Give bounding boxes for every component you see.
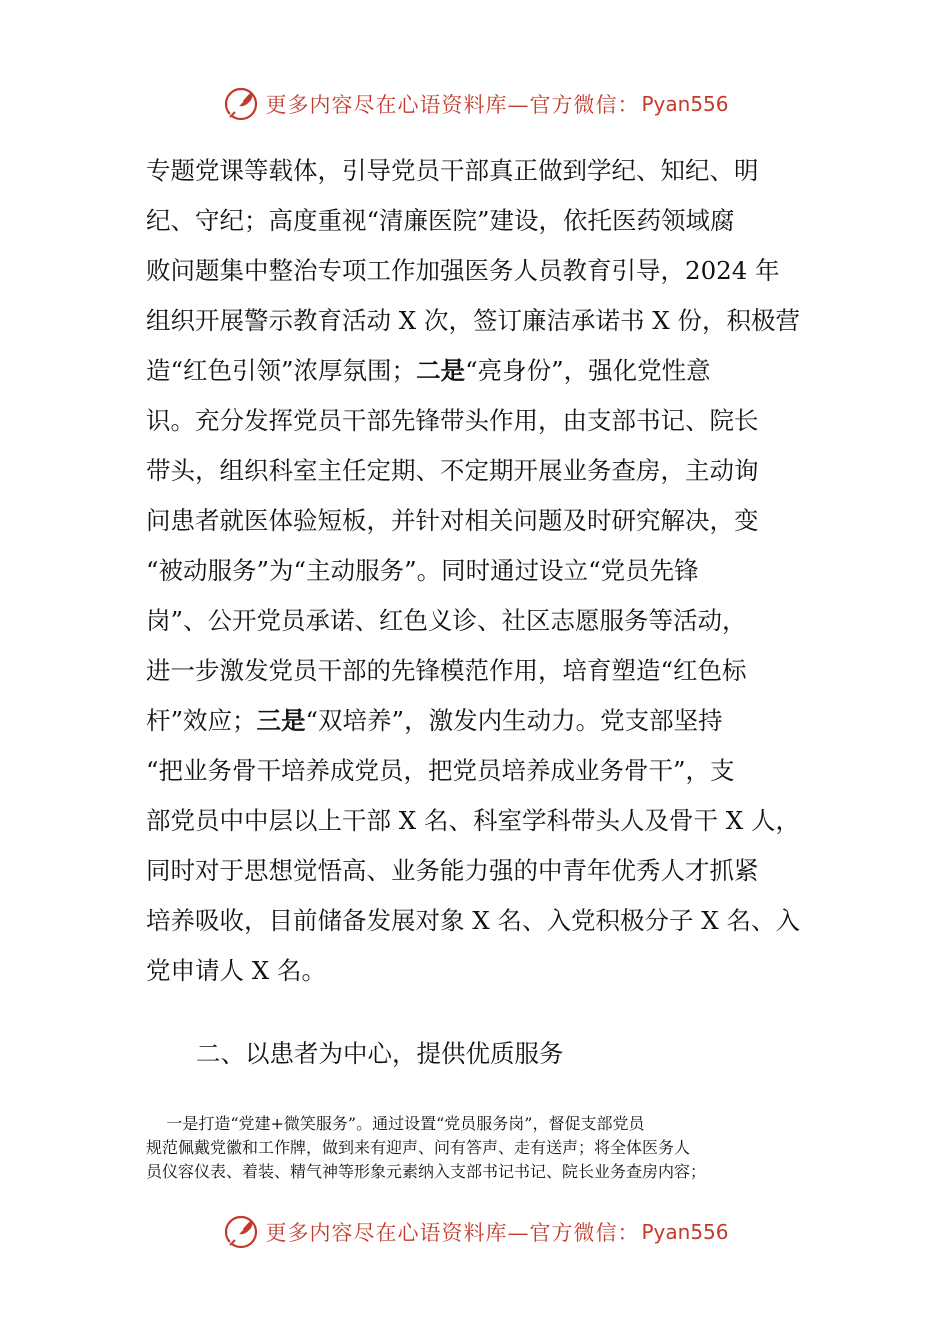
text-line: 组织开展警示教育活动 X 次，签订廉洁承诺书 X 份，积极营 xyxy=(146,306,801,335)
text-line xyxy=(146,696,806,746)
text-line: 规范佩戴党徽和工作牌，做到来有迎声、问有答声、走有送声；将全体医务人 xyxy=(146,1138,691,1157)
watermark-text: 更多内容尽在心语资料库—官方微信： xyxy=(265,1221,640,1245)
watermark-header xyxy=(0,84,950,124)
bold-marker-two: 二是 xyxy=(416,356,466,385)
text-line: 培养吸收，目前储备发展对象 X 名、入党积极分子 X 名、入 xyxy=(146,906,801,935)
text-line: “被动服务”为“主动服务”。同时通过设立“党员先锋 xyxy=(146,556,699,585)
text-line: 岗”、公开党员承诺、红色义诊、社区志愿服务等活动， xyxy=(146,606,747,635)
main-paragraph xyxy=(146,146,806,996)
text-line: “把业务骨干培养成党员，把党员培养成业务骨干”，支 xyxy=(146,756,735,785)
text-line: 纪、守纪；高度重视“清廉医院”建设，依托医药领域腐 xyxy=(146,206,735,235)
text-line: 败问题集中整治专项工作加强医务人员教育引导，2024 年 xyxy=(146,256,780,285)
text-line xyxy=(146,346,806,396)
text-line: 党申请人 X 名。 xyxy=(146,956,327,985)
watermark-text: 更多内容尽在心语资料库—官方微信： xyxy=(265,93,640,117)
watermark-wechat-id: Pyan556 xyxy=(641,92,729,116)
bold-marker-three: 三是 xyxy=(256,706,306,735)
feather-pen-logo-icon xyxy=(221,1212,261,1252)
text-line: 专题党课等载体，引导党员干部真正做到学纪、知纪、明 xyxy=(146,156,759,185)
text-line: 部党员中中层以上干部 X 名、科室学科带头人及骨干 X 人， xyxy=(146,806,801,835)
text-run: 杆”效应； xyxy=(146,706,257,735)
text-line: 识。充分发挥党员干部先锋带头作用，由支部书记、院长 xyxy=(146,406,759,435)
watermark-wechat-id: Pyan556 xyxy=(641,1220,729,1244)
watermark-footer xyxy=(0,1212,950,1252)
text-line: 带头，组织科室主任定期、不定期开展业务查房，主动询 xyxy=(146,456,759,485)
text-line: 同时对于思想觉悟高、业务能力强的中青年优秀人才抓紧 xyxy=(146,856,759,885)
text-line: 进一步激发党员干部的先锋模范作用，培育塑造“红色标 xyxy=(146,656,747,685)
text-run: “亮身份”，强化党性意 xyxy=(465,356,711,385)
text-line: 问患者就医体验短板，并针对相关问题及时研究解决，变 xyxy=(146,506,759,535)
text-run: “双培养”，激发内生动力。党支部坚持 xyxy=(305,706,723,735)
secondary-paragraph xyxy=(146,1112,806,1184)
section-heading: 二、以患者为中心，提供优质服务 xyxy=(196,1039,564,1068)
text-run: 造“红色引领”浓厚氛围； xyxy=(146,356,417,385)
text-line: 员仪容仪表、着装、精气神等形象元素纳入支部书记书记、院长业务查房内容； xyxy=(146,1162,707,1181)
text-line: 一是打造“党建+微笑服务”。通过设置“党员服务岗”，督促支部党员 xyxy=(146,1114,645,1133)
feather-pen-logo-icon xyxy=(221,84,261,124)
